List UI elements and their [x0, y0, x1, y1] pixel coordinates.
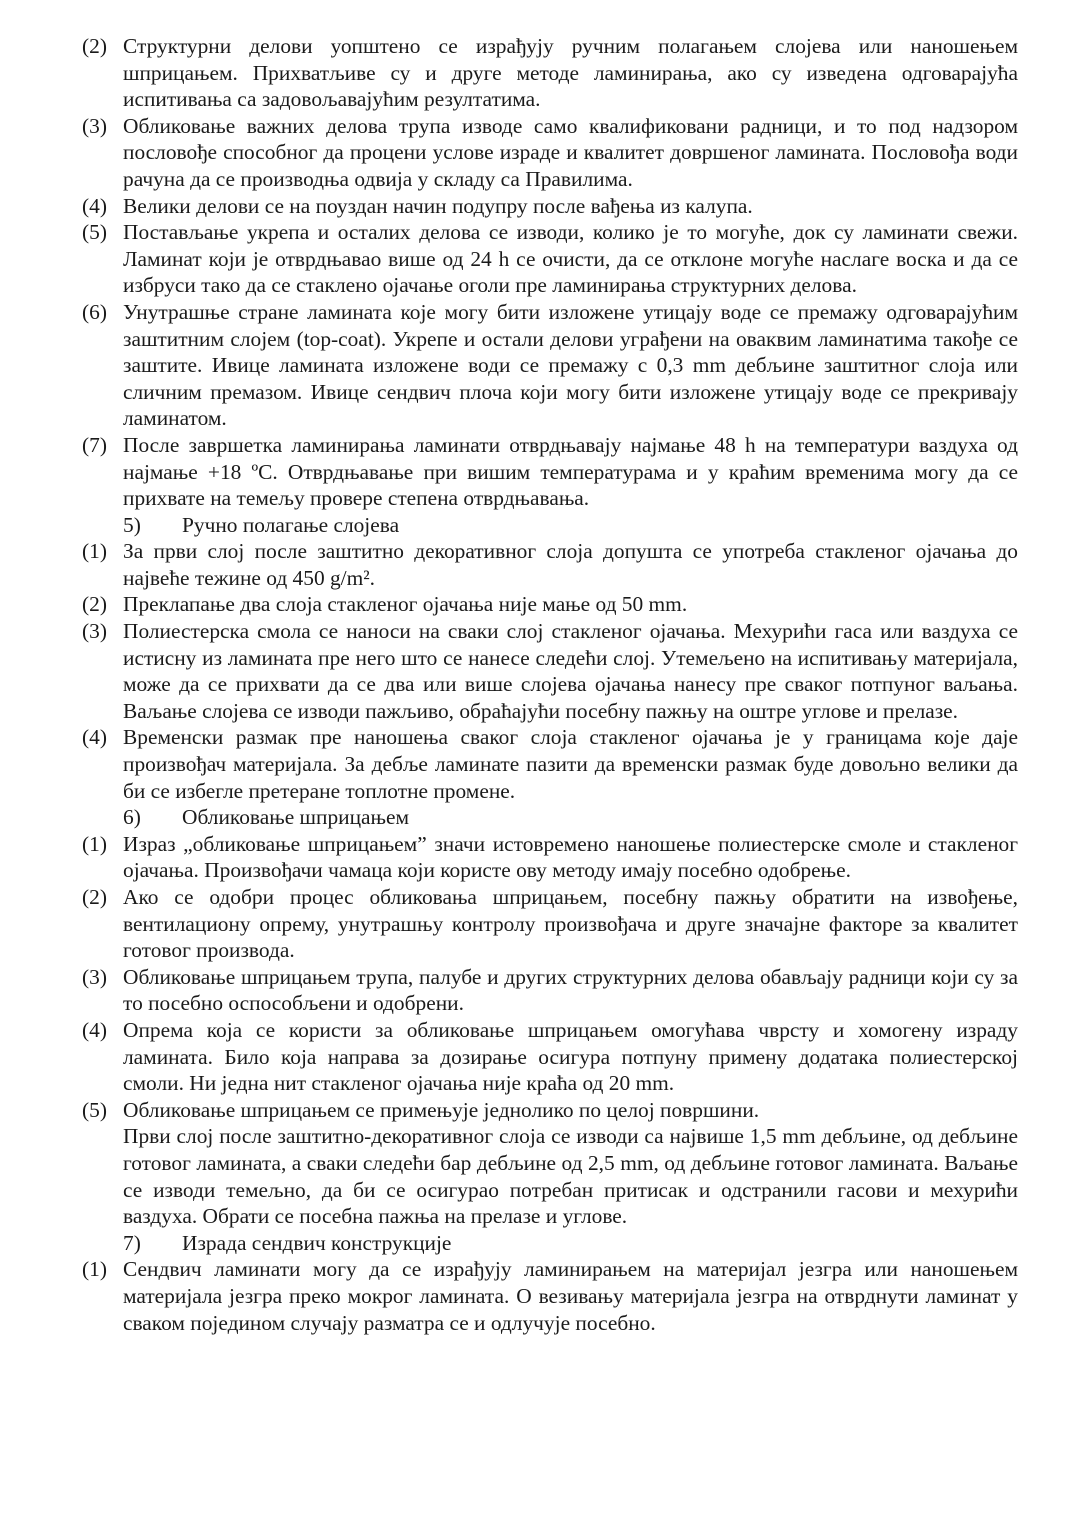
- paragraph-text: Опрема која се користи за обликовање шприцањем омогућава чврсту и хомогену израду ламината. Било која направа за дозирање осигура потпуну примену додатака полиестерској смоли. Ни једна нит стакленог ојачања није краћа од 20 mm.: [123, 1017, 1018, 1096]
- paragraph-text: Полиестерска смола се наноси на сваки слој стакленог ојачања. Мехурићи гаса или ваздуха се истисну из ламината пре него што се нанесе следећи слој. Утемељено на испитивању материјала, може да се прихвати да се два или више слојева ојачања нанесу пре сваког потпуног ваљања. Ваљање слојева се изводи пажљиво, обраћајући посебну пажњу на оштре углове и прелазе.: [123, 619, 1018, 723]
- paragraph-number: (3): [82, 619, 107, 644]
- numbered-paragraph: [82, 724, 1018, 804]
- paragraph-number: (7): [82, 432, 107, 457]
- paragraph-text-container: [123, 432, 1018, 512]
- paragraph-number: (1): [82, 539, 107, 564]
- paragraph-text-container: [123, 219, 1018, 299]
- paragraph-number: (4): [82, 193, 107, 218]
- paragraph-text-container: [123, 113, 1018, 193]
- paragraph-text: Обликовање шприцањем се примењује једнолико по целој површини.: [123, 1097, 760, 1122]
- paragraph-number: (2): [82, 34, 107, 58]
- paragraph-number: (3): [82, 964, 107, 989]
- paragraph-text: Постављање укрепа и осталих делова се изводи, колико је то могуће, док су ламинати свежи. Ламинат који је отврдњавао више од 24 h се очисти, да се отклоне могуће наслаге воска и да се избруси тако да се стаклено ојачање оголи пре ламинирања структурних делова.: [123, 220, 1018, 298]
- paragraph-number: (2): [82, 592, 107, 617]
- paragraph-text: После завршетка ламинирања ламинати отврдњавају најмање 48 h на температури ваздуха од најмање +18 ºC. Отврдњавање при вишим температурама и у краћим временима могу да се прихвате на темељу провере степена отврдњавања.: [123, 432, 1018, 511]
- paragraph-text: Израз „обликовање шприцањем” значи истовремено наношење полиестерске смоле и стакленог ојачања. Произвођачи чамаца који користе ову методу имају посебно одобрење.: [123, 831, 1018, 883]
- numbered-paragraph: [82, 964, 1018, 1017]
- paragraph-text-container: [123, 1097, 1018, 1230]
- section-title: Ручно полагање слојева: [182, 512, 400, 537]
- paragraph-text: Временски размак пре наношења сваког слоја стакленог ојачања је у границама које даје произвођач материјала. За дебље ламинате пазити да временски размак буде довољно велики да би се избегле претеране топлотне промене.: [123, 725, 1018, 803]
- paragraph-text: Обликовање важних делова трупа изводе само квалификовани радници, и то под надзором пословође способног да процени услове израде и квалитет довршеног ламината. Пословођа води рачуна да се производња одвија у складу са Правилима.: [123, 113, 1018, 191]
- paragraph-number: (5): [82, 1097, 107, 1122]
- paragraph-number: (4): [82, 725, 107, 750]
- paragraph-text-container: [123, 591, 1018, 618]
- section-title: Обликовање шприцањем: [182, 805, 410, 830]
- paragraph-text: Обликовање шприцањем трупа, палубе и других структурних делова обављају радници који су за то посебно оспособљени и одобрени.: [123, 964, 1018, 1016]
- section-number: 6): [123, 805, 141, 830]
- numbered-paragraph: [82, 538, 1018, 591]
- paragraph-text-container: [123, 299, 1018, 432]
- paragraph-text-container: [123, 33, 1018, 113]
- paragraph-text: Велики делови се на поуздан начин подупру после вађења из калупа.: [123, 193, 753, 218]
- numbered-paragraph: [82, 1017, 1018, 1097]
- paragraph-text: Ако се одобри процес обликовања шприцањем, посебну пажњу обратити на извођење, вентилациону опрему, унутрашњу контролу произвођача и друге значајне факторе за квалитет готовог производа.: [123, 885, 1018, 963]
- paragraph-number: (1): [82, 831, 107, 856]
- numbered-paragraph: [82, 1097, 1018, 1230]
- paragraph-text-container: [123, 1017, 1018, 1097]
- numbered-paragraph: [82, 432, 1018, 512]
- paragraph-text-container: [123, 618, 1018, 724]
- numbered-paragraph: [82, 1256, 1018, 1336]
- section-number: 7): [123, 1230, 141, 1255]
- paragraph-text: Унутрашње стране ламината које могу бити изложене утицају воде се премажу одговарајућим заштитним слојем (top-coat). Укрепе и остали делови уграђени на оваквим ламинатима такође се заштите. Ивице ламината изложене води се премажу с 0,3 mm дебљине заштитног слоја или сличним премазом. Ивице сендвич плоча који могу бити изложене утицају воде се прекривају ламинатом.: [123, 299, 1018, 431]
- paragraph-number: (3): [82, 113, 107, 138]
- paragraph-text-container: [123, 724, 1018, 804]
- paragraph-number: (4): [82, 1017, 107, 1042]
- paragraph-text-container: [123, 193, 1018, 220]
- section-number: 5): [123, 512, 141, 537]
- numbered-paragraph: [82, 113, 1018, 193]
- document-body: [82, 33, 1018, 1336]
- paragraph-text-container: [123, 538, 1018, 591]
- paragraph-text-container: [123, 884, 1018, 964]
- paragraph-number: (6): [82, 299, 107, 324]
- numbered-paragraph: [82, 618, 1018, 724]
- paragraph-text: Преклапање два слоја стакленог ојачања није мање од 50 mm.: [123, 592, 688, 617]
- paragraph-text-container: [123, 1256, 1018, 1336]
- numbered-paragraph: [82, 591, 1018, 618]
- paragraph-number: (5): [82, 220, 107, 245]
- paragraph-text-container: [123, 831, 1018, 884]
- paragraph-text: Први слој после заштитно-декоративног слоја се изводи са највише 1,5 mm дебљине, од дебљине готовог ламината, а сваки следећи бар дебљине од 2,5 mm, од дебљине готовог ламината. Ваљање се изводи темељно, да би се осигурао потребан притисак и одстранили гасови и мехурићи ваздуха. Обрати се посебна пажња на прелазе и углове.: [123, 1124, 1018, 1229]
- section-heading: [82, 512, 1018, 539]
- numbered-paragraph: [82, 884, 1018, 964]
- numbered-paragraph: [82, 193, 1018, 220]
- section-heading: [82, 1230, 1018, 1257]
- paragraph-number: (2): [82, 885, 107, 909]
- paragraph-text-container: [123, 964, 1018, 1017]
- numbered-paragraph: [82, 299, 1018, 432]
- numbered-paragraph: [82, 831, 1018, 884]
- numbered-paragraph: [82, 33, 1018, 113]
- section-title: Израда сендвич конструкције: [182, 1230, 452, 1255]
- numbered-paragraph: [82, 219, 1018, 299]
- paragraph-text: За први слој после заштитно декоративног слоја допушта се употреба стакленог ојачања до највеће тежине од 450 g/m².: [123, 539, 1018, 590]
- paragraph-text: Сендвич ламинати могу да се израђују ламинирањем на материјал језгра или наношењем материјала језгра преко мокрог ламината. О везивању материјала језгра на отврднути ламинат у сваком поједином случају разматра се и одлучује посебно.: [123, 1257, 1018, 1335]
- paragraph-text: Структурни делови уопштено се израђују ручним полагањем слојева или наношењем шприцањем. Прихватљиве су и друге методе ламинирања, ако су изведена одговарајућа испитивања са задовољавајућим резултатима.: [123, 34, 1018, 112]
- section-heading: [82, 804, 1018, 831]
- paragraph-number: (1): [82, 1257, 107, 1282]
